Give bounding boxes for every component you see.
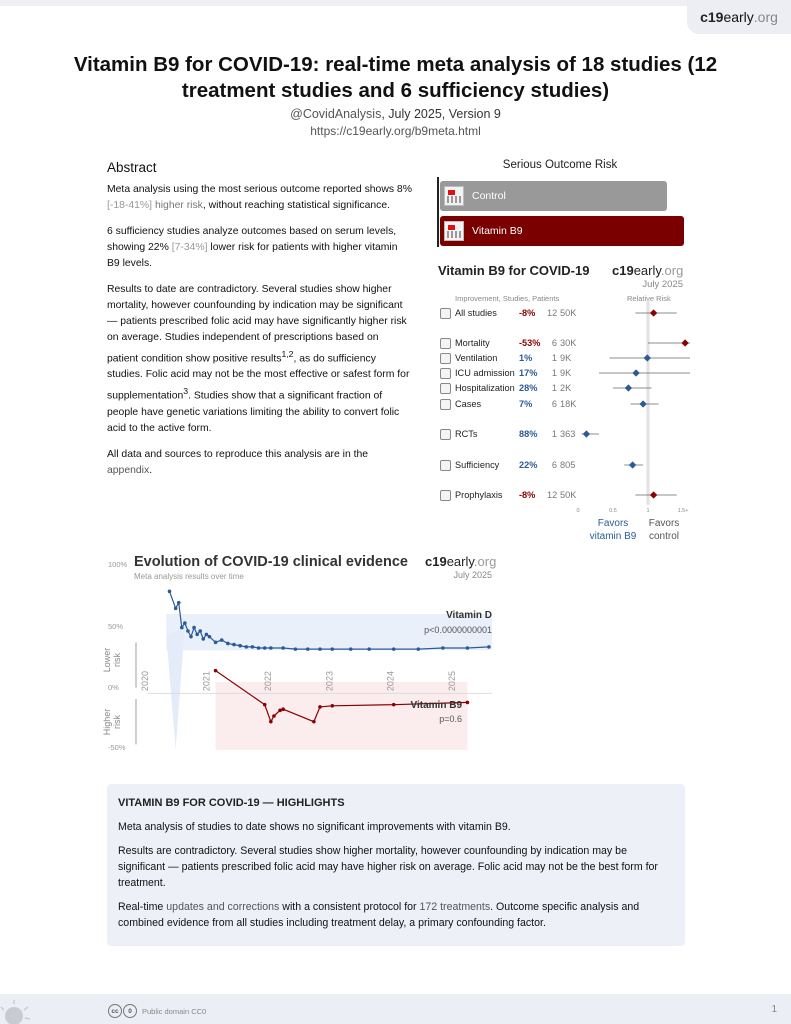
citation-link[interactable]: 1,2 xyxy=(281,349,294,359)
year-label: 2024 xyxy=(385,671,396,692)
data-point xyxy=(180,626,184,630)
outcome-label: RCTs xyxy=(455,429,478,439)
year-label: 2022 xyxy=(262,671,273,692)
data-point xyxy=(232,643,236,647)
outcome-label: Prophylaxis xyxy=(455,490,503,500)
patient-count: 2K xyxy=(560,383,572,393)
brand-rest: early xyxy=(633,263,661,278)
author-handle-link[interactable]: @CovidAnalysis xyxy=(290,107,382,121)
effect-marker xyxy=(629,461,636,468)
highlights-paragraph-3 xyxy=(118,899,674,931)
forest-brand xyxy=(612,263,683,278)
study-count: 12 xyxy=(547,308,558,318)
text: . Studies show that a significant fraction of people have genetic variations limiting the ability to convert folic acid to the active form. xyxy=(107,390,400,434)
forest-row xyxy=(440,306,576,320)
evolution-chart xyxy=(100,580,495,755)
page-url[interactable]: https://c19early.org/b9meta.html xyxy=(310,124,481,138)
data-point xyxy=(272,714,276,718)
data-point xyxy=(466,701,470,705)
forest-row xyxy=(440,397,576,411)
text: , without reaching statistical significance. xyxy=(202,200,391,211)
data-point xyxy=(214,641,218,645)
text: Meta analysis using the most serious outcome reported shows 8% xyxy=(107,184,412,195)
cc-icon: cc xyxy=(108,1004,122,1018)
data-point xyxy=(183,621,187,625)
highlights-heading: VITAMIN B9 FOR COVID-19 — HIGHLIGHTS xyxy=(118,797,345,809)
year-label: 2020 xyxy=(140,671,150,692)
data-point xyxy=(312,720,316,724)
data-point xyxy=(192,626,196,630)
data-point xyxy=(281,646,285,650)
favors-treatment: Favors vitamin B9 xyxy=(589,518,637,542)
brand-rest: early xyxy=(446,554,474,569)
evolution-subtitle: Meta analysis results over time xyxy=(134,572,244,581)
data-point xyxy=(367,647,371,651)
forest-plot xyxy=(570,300,689,520)
brand-org: .org xyxy=(660,263,684,278)
text: All data and sources to reproduce this analysis are in the xyxy=(107,448,369,460)
study-count: 12 xyxy=(547,490,558,500)
forest-row xyxy=(440,458,575,472)
patient-count: 50K xyxy=(560,490,577,500)
abstract-heading: Abstract xyxy=(107,160,157,175)
pct-label: -50% xyxy=(108,743,126,752)
effect-marker xyxy=(650,309,657,316)
data-point xyxy=(441,646,445,650)
license-text: Public domain CC0 xyxy=(142,1006,207,1016)
effect-marker xyxy=(632,369,639,376)
data-point xyxy=(220,638,224,642)
data-point xyxy=(263,703,267,707)
effect-marker xyxy=(644,354,651,361)
effect-marker xyxy=(650,491,657,498)
hospital-icon xyxy=(444,186,464,206)
abstract-paragraph-2 xyxy=(107,224,412,272)
evolution-date: July 2025 xyxy=(453,570,492,580)
outcome-label: All studies xyxy=(455,308,497,318)
treatment-risk-bar xyxy=(440,216,684,246)
citation-link[interactable]: 3 xyxy=(183,386,189,397)
data-point xyxy=(294,647,298,651)
early-ci-spike xyxy=(166,625,184,750)
zero-icon: 0 xyxy=(123,1004,137,1018)
evolution-brand xyxy=(425,554,496,569)
improvement-value: 28% xyxy=(519,383,538,393)
forest-row xyxy=(440,336,576,350)
data-point xyxy=(318,705,322,709)
outcome-label: Cases xyxy=(455,399,482,409)
text: Real-time xyxy=(118,901,167,913)
data-point xyxy=(251,645,255,649)
study-count: 1 xyxy=(551,353,557,363)
data-point xyxy=(189,635,193,639)
outcome-label: ICU admission xyxy=(455,368,515,378)
appendix-link[interactable]: appendix xyxy=(107,464,150,476)
data-point xyxy=(201,637,205,641)
virus-icon xyxy=(0,994,40,1024)
ci-range: [-18-41%] xyxy=(107,200,153,211)
study-count: 6 xyxy=(551,338,557,348)
abstract-section xyxy=(107,160,412,489)
study-count: 6 xyxy=(551,460,557,470)
forest-row xyxy=(440,427,575,441)
data-point xyxy=(278,709,282,713)
data-point xyxy=(257,646,261,650)
text: , as do sufficiency studies. Folic acid may not be the most effective or safest form for supplementation xyxy=(107,353,410,402)
control-label: Control xyxy=(472,190,506,202)
page-title: Vitamin B9 for COVID-19: real-time meta analysis of 18 studies (12 treatment studies and 6 sufficiency studies) xyxy=(73,53,718,102)
outcome-icon xyxy=(440,490,451,501)
patient-count: 30K xyxy=(560,338,577,348)
data-point xyxy=(416,647,420,651)
data-point xyxy=(269,720,273,724)
highlights-box xyxy=(107,784,685,946)
abstract-paragraph-3 xyxy=(107,282,412,437)
data-point xyxy=(330,704,334,708)
forest-row xyxy=(440,366,571,380)
vitamin-d-pvalue: p<0.0000000001 xyxy=(424,625,492,635)
treatment-label: Vitamin B9 xyxy=(472,225,523,237)
forest-title: Vitamin B9 for COVID-19 xyxy=(438,263,590,278)
lower-risk-label: Lower risk xyxy=(102,647,122,673)
data-point xyxy=(208,635,212,639)
updates-link[interactable]: updates and corrections xyxy=(166,901,280,913)
brand-rest: early xyxy=(723,9,754,25)
outcome-icon xyxy=(440,368,451,379)
data-point xyxy=(186,629,190,633)
study-count: 6 xyxy=(551,399,557,409)
data-point xyxy=(177,601,181,605)
improvement-value: -53% xyxy=(519,338,541,348)
text: . xyxy=(149,464,153,476)
byline-rest: , July 2025, Version 9 xyxy=(381,107,501,121)
axis-tick-label: 1 xyxy=(646,508,650,514)
study-count: 1 xyxy=(551,368,557,378)
site-brand-link[interactable] xyxy=(687,0,791,34)
treatments-link[interactable]: 172 treatments xyxy=(419,901,491,913)
hospital-icon xyxy=(444,221,464,241)
study-count: 1 xyxy=(551,383,557,393)
year-label: 2021 xyxy=(201,671,212,692)
brand-bold: c19 xyxy=(425,554,447,569)
axis-tick-label: 0 xyxy=(576,508,580,514)
improvement-value: 7% xyxy=(519,399,533,409)
outcome-icon xyxy=(440,353,451,364)
favors-control: Favors control xyxy=(648,518,680,542)
study-count: 1 xyxy=(551,429,557,439)
data-point xyxy=(263,646,267,650)
higher-risk-label: Higher risk xyxy=(102,708,122,736)
text: Results to date are contradictory. Several studies show higher mortality, however counfounding by indication may be significant — patients prescribed folic acid may have significantly higher risk on average. Studies independent of prescriptions based on patient condition show positive results xyxy=(107,284,407,365)
data-point xyxy=(195,633,199,637)
data-point xyxy=(205,633,209,637)
outcome-icon xyxy=(440,308,451,319)
axis-tick-label: 0.5 xyxy=(609,508,617,514)
data-point xyxy=(306,647,310,651)
brand-org: .org xyxy=(473,554,497,569)
axis-tick-label: 1.5+ xyxy=(677,508,689,514)
forest-row xyxy=(440,488,576,502)
forest-column-header: Improvement, Studies, Patients xyxy=(455,294,560,303)
data-point xyxy=(226,642,230,646)
data-point xyxy=(330,647,334,651)
year-label: 2025 xyxy=(447,671,458,692)
outcome-icon xyxy=(440,399,451,410)
higher-risk-text: higher risk xyxy=(152,200,203,211)
text: . Outcome specific analysis and combined evidence from all studies including treatment delay, a primary confounding factor. xyxy=(118,901,640,929)
pct-label: 50% xyxy=(108,622,124,631)
byline xyxy=(0,107,791,121)
data-point xyxy=(198,629,202,633)
effect-marker xyxy=(583,430,590,437)
patient-count: 18K xyxy=(560,399,577,409)
outcome-label: Hospitalization xyxy=(455,383,515,393)
vitamin-b9-label: Vitamin B9 xyxy=(410,700,462,711)
improvement-value: 22% xyxy=(519,460,538,470)
improvement-value: 1% xyxy=(519,353,533,363)
relative-risk-header: Relative Risk xyxy=(627,294,671,303)
data-point xyxy=(281,707,285,711)
data-point xyxy=(349,647,353,651)
patient-count: 50K xyxy=(560,308,577,318)
outcome-label: Sufficiency xyxy=(455,460,500,470)
data-point xyxy=(174,607,178,611)
highlights-paragraph-2: Results are contradictory. Several studies show higher mortality, however counfounding by indication may be significant — patients prescribed folic acid may have higher risk on average. Folic acid may not be the best form for treatment. xyxy=(118,845,658,889)
ci-range: [7-34%] xyxy=(171,242,208,253)
text: 6 sufficiency studies analyze outcomes based on serum levels, showing 22% xyxy=(107,226,397,253)
effect-marker xyxy=(625,384,632,391)
forest-row xyxy=(440,351,571,365)
page-number: 1 xyxy=(771,1004,777,1015)
data-point xyxy=(466,646,470,650)
outcome-icon xyxy=(440,460,451,471)
data-point xyxy=(318,647,322,651)
license xyxy=(108,1004,206,1018)
brand-bold: c19 xyxy=(612,263,634,278)
control-risk-bar xyxy=(440,181,667,211)
evolution-title: Evolution of COVID-19 clinical evidence xyxy=(134,554,408,570)
improvement-value: 17% xyxy=(519,368,538,378)
abstract-paragraph-4 xyxy=(107,447,412,479)
risk-title: Serious Outcome Risk xyxy=(502,159,618,171)
outcome-label: Ventilation xyxy=(455,353,498,363)
data-point xyxy=(214,669,218,673)
data-point xyxy=(168,590,172,594)
data-point xyxy=(392,647,396,651)
top-bar xyxy=(0,0,791,6)
abstract-paragraph-1 xyxy=(107,182,412,214)
patient-count: 363 xyxy=(560,429,576,439)
outcome-icon xyxy=(440,338,451,349)
data-point xyxy=(269,646,273,650)
text: lower risk for patients with higher vitamin B9 levels. xyxy=(107,242,398,269)
effect-marker xyxy=(639,400,646,407)
improvement-value: -8% xyxy=(519,308,536,318)
pct-label: 0% xyxy=(108,683,119,692)
year-label: 2023 xyxy=(324,671,335,692)
data-point xyxy=(238,644,242,648)
risk-baseline xyxy=(437,177,439,247)
text: with a consistent protocol for xyxy=(279,901,420,913)
outcome-icon xyxy=(440,383,451,394)
patient-count: 9K xyxy=(560,368,572,378)
data-point xyxy=(487,645,491,649)
patient-count: 9K xyxy=(560,353,572,363)
effect-marker xyxy=(681,339,688,346)
patient-count: 805 xyxy=(560,460,576,470)
forest-date: July 2025 xyxy=(642,279,683,290)
data-point xyxy=(244,645,248,649)
brand-org: .org xyxy=(753,9,778,25)
forest-row xyxy=(440,381,571,395)
pct-label: 100% xyxy=(108,560,128,569)
improvement-value: 88% xyxy=(519,429,538,439)
highlights-paragraph-1: Meta analysis of studies to date shows no significant improvements with vitamin B9. xyxy=(118,821,511,833)
brand-bold: c19 xyxy=(700,9,724,25)
improvement-value: -8% xyxy=(519,490,536,500)
outcome-label: Mortality xyxy=(455,338,490,348)
outcome-icon xyxy=(440,429,451,440)
vitamin-b9-pvalue: p=0.6 xyxy=(439,714,462,724)
vitamin-d-label: Vitamin D xyxy=(446,610,492,621)
